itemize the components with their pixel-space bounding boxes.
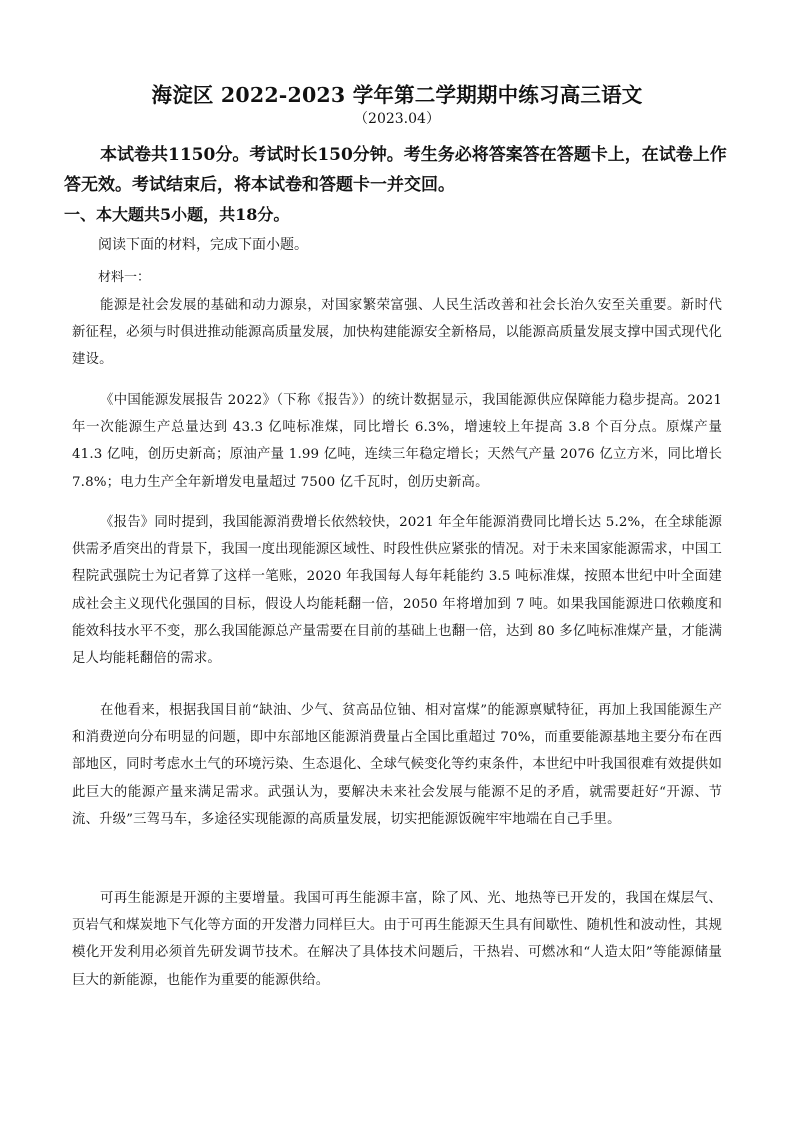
material-label: 材料一： bbox=[98, 270, 151, 285]
page-title: 海淀区 2022-2023 学年第二学期期中练习高三语文 bbox=[151, 83, 643, 107]
exam-notice: 本试卷共1150分。考试时长150分钟。考生务必将答案答在答题卡上，在试卷上作答无效。考试结束后，将本试卷和答题卡一并交回。 bbox=[64, 145, 727, 195]
paragraph-4: 在他看来，根据我国目前“缺油、少气、贫高品位铀、相对富煤”的能源禀赋特征，再加上我国能源生产和消费逆向分布明显的问题，即中东部地区能源消费量占全国比重超过 70%，而重要能源基地主要分布在西部地区，同时考虑水土气的环境污染、生态退化、全球气候变化等约束条件，本世纪中叶我国很难有效提供如此巨大的能源产量来满足需求。武强认为，要解决未来社会发展与能源不足的矛盾，就需要赶好“开源、节流、升级”三驾马车，多途径实现能源的高质量发展，切实把能源饭碗牢牢地端在自己手里。 bbox=[72, 703, 722, 827]
paragraph-1: 能源是社会发展的基础和动力源泉，对国家繁荣富强、人民生活改善和社会长治久安至关重要。新时代新征程，必须与时俱进推动能源高质量发展，加快构建能源安全新格局，以能源高质量发展支撑中国式现代化建设。 bbox=[72, 298, 722, 368]
exam-date: （2023.04） bbox=[354, 111, 440, 127]
section-heading: 一、本大题共5小题，共18分。 bbox=[64, 205, 290, 224]
paragraph-3: 《报告》同时提到，我国能源消费增长依然较快，2021 年全年能源消费同比增长达 5.2%，在全球能源供需矛盾突出的背景下，我国一度出现能源区域性、时段性供应紧张的情况。对于未来国家能源需求，中国工程院武强院士为记者算了这样一笔账，2020 年我国每人每年耗能约 3.5 吨标准煤，按照本世纪中叶全面建成社会主义现代化强国的目标，假设人均能耗翻一倍，2050 年将增加到 7 吨。如果我国能源进口依赖度和能效科技水平不变，那么我国能源总产量需要在目前的基础上也翻一倍，达到 80 多亿吨标准煤产量，才能满足人均能耗翻倍的需求。 bbox=[72, 515, 722, 667]
paragraph-2: 《中国能源发展报告 2022》（下称《报告》）的统计数据显示，我国能源供应保障能力稳步提高。2021年一次能源生产总量达到 43.3 亿吨标准煤，同比增长 6.3%，增速较上年提高 3.8 个百分点。原煤产量 41.3 亿吨，创历史新高；原油产量 1.99 亿吨，连续三年稳定增长；天然气产量 2076 亿立方米，同比增长 7.8%；电力生产全年新增发电量超过 7500 亿千瓦时，创历史新高。 bbox=[72, 393, 722, 490]
paragraph-5: 可再生能源是开源的主要增量。我国可再生能源丰富，除了风、光、地热等已开发的，我国在煤层气、页岩气和煤炭地下气化等方面的开发潜力同样巨大。由于可再生能源天生具有间歇性、随机性和波动性，其规模化开发利用必须首先研发调节技术。在解决了具体技术问题后，干热岩、可燃冰和“人造太阳”等能源储量巨大的新能源，也能作为重要的能源供给。 bbox=[72, 891, 722, 988]
reading-instruction: 阅读下面的材料，完成下面小题。 bbox=[98, 237, 308, 253]
